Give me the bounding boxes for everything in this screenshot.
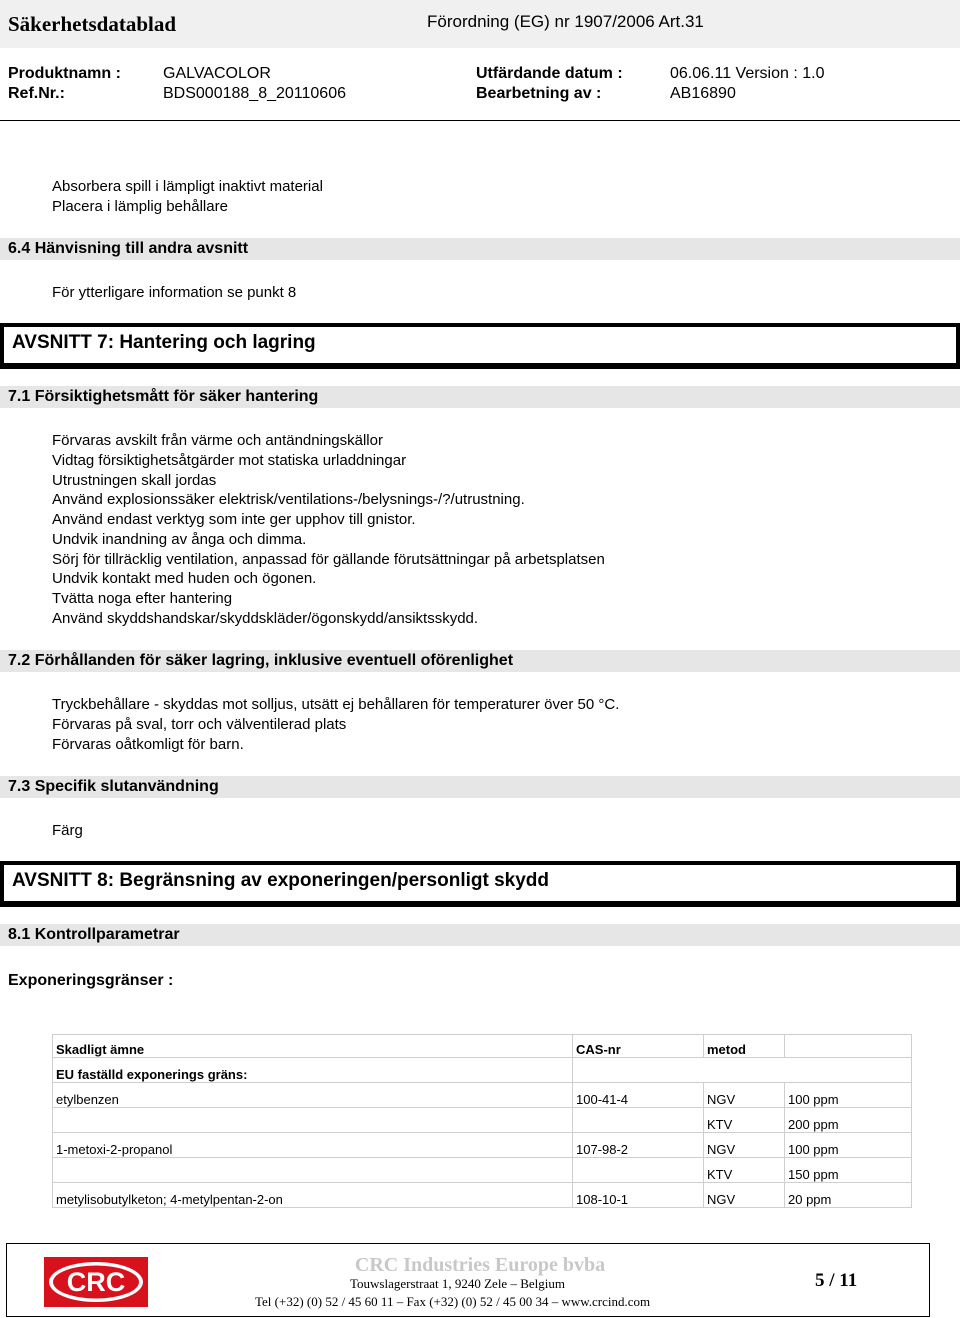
table-cell: metylisobutylketon; 4-metylpentan-2-on xyxy=(53,1183,573,1208)
storage-line: Förvaras oåtkomligt för barn. xyxy=(52,736,244,753)
table-cell: 100 ppm xyxy=(785,1083,912,1108)
intro-line: Placera i lämplig behållare xyxy=(52,198,228,215)
company-address: Touwslagerstraat 1, 9240 Zele – Belgium xyxy=(350,1276,565,1291)
table-cell: 1-metoxi-2-propanol xyxy=(53,1133,573,1158)
company-name: CRC Industries Europe bvba xyxy=(354,1254,606,1276)
page-number: 5 / 11 xyxy=(815,1270,858,1291)
handling-line: Utrustningen skall jordas xyxy=(52,472,217,489)
table-group-row xyxy=(53,1058,912,1083)
table-cell: NGV xyxy=(704,1183,785,1208)
table-cell: KTV xyxy=(704,1108,785,1133)
regulation-reference: Förordning (EG) nr 1907/2006 Art.31 xyxy=(427,12,704,31)
section-7-heading xyxy=(0,323,960,369)
handling-line: Förvaras avskilt från värme och antändningskällor xyxy=(52,432,383,449)
storage-line: Tryckbehållare - skyddas mot solljus, utsätt ej behållaren för temperaturer över 50 °C. xyxy=(52,696,620,713)
subsection-6-4-title: 6.4 Hänvisning till andra avsnitt xyxy=(8,240,249,257)
table-header-row xyxy=(53,1035,912,1058)
handling-line: Sörj för tillräcklig ventilation, anpassad för gällande förutsättningar på arbetsplatsen xyxy=(52,551,605,568)
subsection-6-4-text: För ytterligare information se punkt 8 xyxy=(52,284,297,301)
table-cell: 200 ppm xyxy=(785,1108,912,1133)
subsection-7-3-title: 7.3 Specifik slutanvändning xyxy=(8,778,219,795)
table-cell xyxy=(573,1108,704,1133)
table-cell: NGV xyxy=(704,1083,785,1108)
subsection-6-4-heading xyxy=(0,238,960,260)
ref-number-label: Ref.Nr.: xyxy=(8,85,65,102)
handling-line: Tvätta noga efter hantering xyxy=(52,590,233,607)
subsection-7-3-heading xyxy=(0,776,960,798)
subsection-8-1-title: 8.1 Kontrollparametrar xyxy=(8,926,180,943)
table-row xyxy=(53,1108,912,1133)
table-cell xyxy=(53,1108,573,1133)
table-cell: 100 ppm xyxy=(785,1133,912,1158)
issue-date-value: 06.06.11 Version : 1.0 xyxy=(670,65,825,82)
header-value xyxy=(785,1035,912,1058)
revision-value: AB16890 xyxy=(670,85,736,102)
end-use-text: Färg xyxy=(52,822,83,839)
table-cell: etylbenzen xyxy=(53,1083,573,1108)
section-8-heading xyxy=(0,861,960,907)
table-row xyxy=(53,1183,912,1208)
company-contact: Tel (+32) (0) 52 / 45 60 11 – Fax (+32) (0) 52 / 45 00 34 – www.crcind.com xyxy=(255,1294,651,1309)
product-name-value: GALVACOLOR xyxy=(163,65,271,82)
exposure-limits-label: Exponeringsgränser : xyxy=(8,972,174,989)
handling-line: Vidtag försiktighetsåtgärder mot statiska urladdningar xyxy=(52,452,407,469)
table-cell xyxy=(573,1158,704,1183)
table-cell xyxy=(573,1058,912,1083)
table-cell: 20 ppm xyxy=(785,1183,912,1208)
subsection-7-2-title: 7.2 Förhållanden för säker lagring, inklusive eventuell oförenlighet xyxy=(8,652,514,669)
subsection-8-1-heading xyxy=(0,924,960,946)
header-method: metod xyxy=(704,1035,785,1058)
table-cell: NGV xyxy=(704,1133,785,1158)
table-cell: 107-98-2 xyxy=(573,1133,704,1158)
document-title: Säkerhetsdatablad xyxy=(8,12,177,36)
exposure-limits-table xyxy=(52,1034,912,1208)
revision-label: Bearbetning av : xyxy=(476,85,602,102)
table-cell: 108-10-1 xyxy=(573,1183,704,1208)
section-8-title: AVSNITT 8: Begränsning av exponeringen/personligt skydd xyxy=(12,870,550,891)
issue-date-label: Utfärdande datum : xyxy=(476,65,623,82)
storage-line: Förvaras på sval, torr och välventilerad plats xyxy=(52,716,347,733)
header-substance: Skadligt ämne xyxy=(53,1035,573,1058)
subsection-7-1-heading xyxy=(0,386,960,408)
handling-line: Använd explosionssäker elektrisk/ventilations-/belysnings-/?/utrustning. xyxy=(52,491,525,508)
table-cell: KTV xyxy=(704,1158,785,1183)
table-row xyxy=(53,1083,912,1108)
section-7-title: AVSNITT 7: Hantering och lagring xyxy=(12,332,316,353)
subsection-7-2-heading xyxy=(0,650,960,672)
table-cell: 100-41-4 xyxy=(573,1083,704,1108)
subsection-7-1-title: 7.1 Försiktighetsmått för säker hantering xyxy=(8,388,319,405)
table-row xyxy=(53,1158,912,1183)
product-name-label: Produktnamn : xyxy=(8,65,121,82)
handling-line: Undvik kontakt med huden och ögonen. xyxy=(52,570,317,587)
ref-number-value: BDS000188_8_20110606 xyxy=(163,85,346,102)
intro-line: Absorbera spill i lämpligt inaktivt material xyxy=(52,178,323,195)
header-cas: CAS-nr xyxy=(573,1035,704,1058)
handling-line: Använd skyddshandskar/skyddskläder/ögonskydd/ansiktsskydd. xyxy=(52,610,479,627)
table-cell: 150 ppm xyxy=(785,1158,912,1183)
header-divider xyxy=(0,120,960,121)
eu-limit-label: EU faställd exponerings gräns: xyxy=(53,1058,573,1083)
logo-text: CRC xyxy=(66,1267,126,1297)
table-cell xyxy=(53,1158,573,1183)
handling-line: Använd endast verktyg som inte ger upphov till gnistor. xyxy=(52,511,416,528)
handling-line: Undvik inandning av ånga och dimma. xyxy=(52,531,307,548)
table-row xyxy=(53,1133,912,1158)
